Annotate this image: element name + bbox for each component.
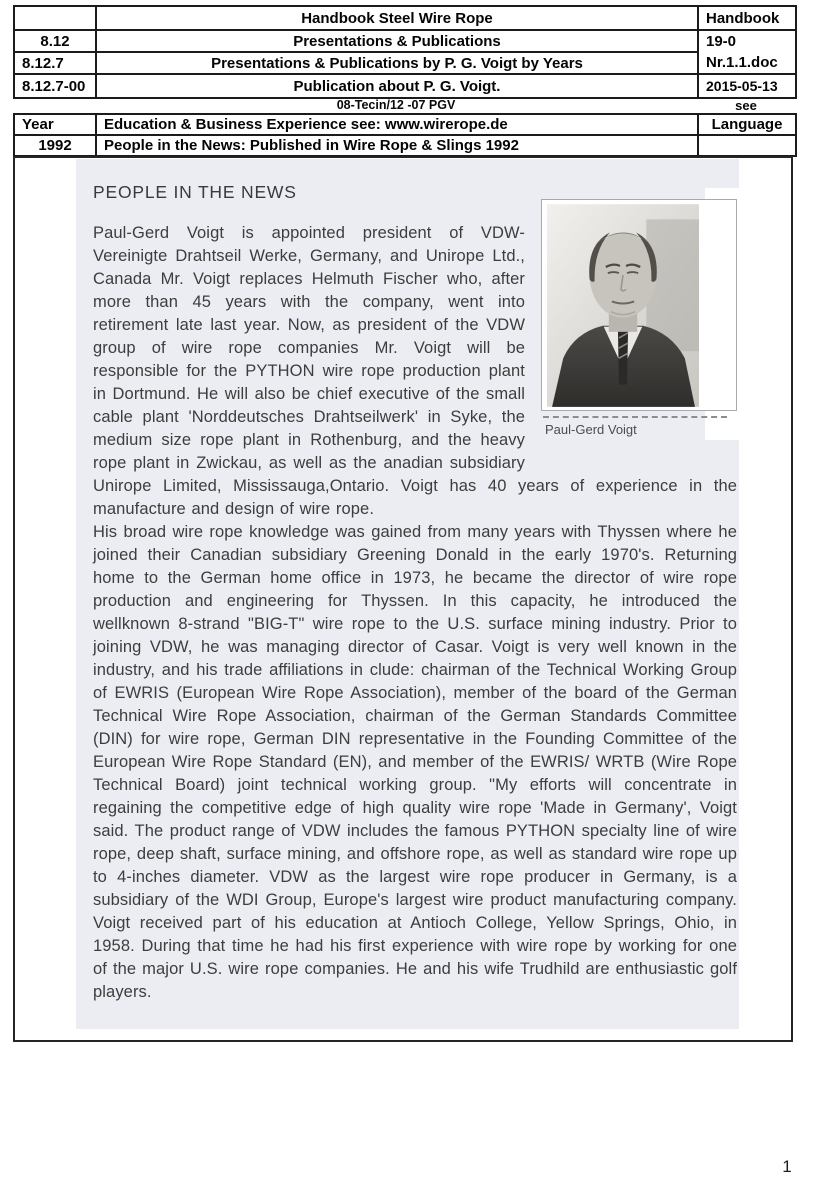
education-info: Education & Business Experience see: www.wirerope.de — [96, 114, 698, 135]
year-value: 1992 — [14, 135, 96, 156]
article-heading: PEOPLE IN THE NEWS — [93, 182, 297, 202]
section-title: Presentations & Publications — [96, 30, 698, 52]
portrait-photo-image — [547, 203, 699, 408]
empty-cell — [14, 6, 96, 30]
ref-code: 19-0 — [706, 33, 737, 50]
subsection-code: 8.12.7 — [14, 52, 96, 74]
article-paragraph-2: His broad wire rope knowledge was gained from many years with Thyssen where he joined their Canadian subsidiary Greening Donald in the early 1970's. Returning home to the German home office in 1973, he became the director of wire rope production and engineering for Thyssen. In this capacity, he introduced the wellknown 8-strand "BIG-T" wire rope to the U.S. surface mining industry. Prior to joining VDW, he was managing director of Casar. Voigt is very well known in the industry, and his trade affiliations in clude: chairman of the Technical Working Group of EWRIS (European Wire Rope Association), member of the board of the German Technical Wire Rope Association, chairman of the German Standards Committee (DIN) for wire rope, German DIN representative in the Founding Committee of the European Wire Rope Standard (EN), and member of the EWRIS/ WRTB (Wire Rope Technical Board) joint technical working group. "My efforts will concentrate in regaining the competitive edge of high quality wire rope 'Made in Germany', Voigt said. The product range of VDW includes the famous PYTHON specialty line of wire rope, deep shaft, surface mining, and offshore rope, as well as standard wire rope up to 4-inches diameter. VDW as the largest wire rope producer in Germany, is a subsidiary of the WDI Group, Europe's largest wire product manufacturing company. Voigt received part of his education at Antioch College, Yellow Springs, Ohio, in 1958. During that time he had his first experience with wire rope by working for one of the major U.S. wire rope companies. He and his wife Trudhild are enthusiastic golf players. — [93, 523, 737, 1001]
subsection-title: Presentations & Publications by P. G. Voigt by Years — [96, 52, 698, 74]
header-footnote-row — [13, 97, 795, 113]
section-code: 8.12 — [14, 30, 96, 52]
article-body — [93, 182, 737, 1004]
ref-date: 2015-05-13 — [698, 74, 796, 98]
subsubsection-code: 8.12.7-00 — [14, 74, 96, 98]
entry-title: People in the News: Published in Wire Rope & Slings 1992 — [96, 135, 698, 156]
ref-file: Nr.1.1.doc — [706, 54, 778, 71]
language-value-empty — [698, 135, 796, 156]
article-paragraph-1: Paul-Gerd Voigt is appointed president of VDW-Vereinigte Drahtseil Werke, Germany, and Unirope Ltd., Canada Mr. Voigt replaces Helmuth Fischer who, after more than 45 years with the company, went into retirement late last year. Now, as president of the VDW group of wire rope companies Mr. Voigt will be responsible for the PYTHON wire rope production plant in Dortmund. He will also be chief executive of the small cable plant 'Norddeutsches Drahtseilwerk' in Syke, the medium size rope plant in Rothenburg, and the heavy rope plant in Zwickau, as well as the anadian subsidiary Unirope Limited, Mississauga,Ontario. Voigt has 40 years of experience in the manufacture and design of wire rope. — [93, 224, 737, 518]
footnote-reference: 08-Tecin/12 -07 PGV — [336, 98, 456, 112]
ref-number-cell — [698, 30, 796, 74]
portrait-photo — [541, 199, 737, 411]
page-number: 1 — [782, 1157, 792, 1176]
portrait-photo-block — [541, 199, 737, 437]
photo-bottom-scan-marks — [543, 416, 727, 418]
year-column-header: Year — [14, 114, 96, 135]
language-column-header: Language — [698, 114, 796, 135]
footnote-see: see — [735, 97, 757, 113]
document-header-table — [13, 5, 797, 99]
photo-caption: Paul-Gerd Voigt — [545, 422, 637, 437]
subsubsection-title: Publication about P. G. Voigt. — [96, 74, 698, 98]
ref-handbook-cell: Handbook — [698, 6, 796, 30]
handbook-title: Handbook Steel Wire Rope — [96, 6, 698, 30]
year-table — [13, 113, 797, 157]
